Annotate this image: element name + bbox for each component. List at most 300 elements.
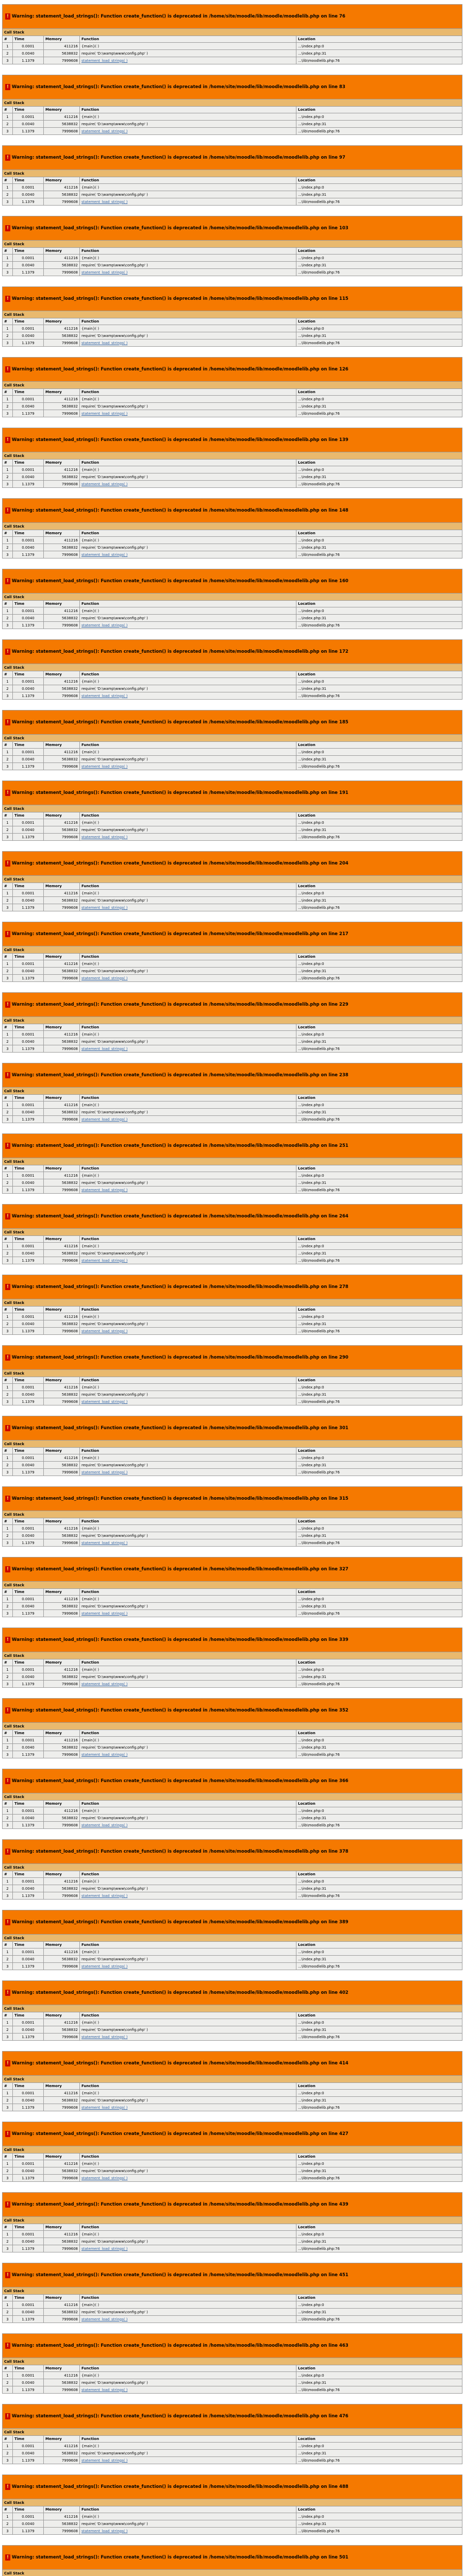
stack-function [80,622,296,629]
column-header: Function [80,177,296,184]
stack-num: 3 [3,551,13,558]
stack-location: ...\index.php:0 [296,2372,462,2379]
call-stack-label: Call Stack [3,170,462,177]
stack-time: 0.0001 [13,1666,44,1673]
stack-memory: 7999608 [44,198,80,206]
stack-memory: 411216 [44,1243,80,1250]
stack-time: 1.1379 [13,1822,44,1829]
stack-num: 1 [3,2443,13,2450]
stack-location: ...\index.php:0 [296,2443,462,2450]
stack-num: 2 [3,191,13,198]
function-doc-link[interactable]: statement_load_strings( ) [81,1188,128,1192]
error-header [3,2052,462,2076]
stack-num: 2 [3,403,13,410]
stack-memory: 5638832 [44,1179,80,1187]
stack-location: ...\index.php:31 [296,403,462,410]
column-header: Memory [44,1589,80,1596]
column-header: # [3,1236,13,1243]
error-message: Warning: statement_load_strings(): Function create_function() is deprecated in /home/site/moodle/lib/moodle/moodlelib.php on line 217 [11,931,349,937]
stack-location: ...\index.php:0 [296,1878,462,1885]
column-header: Location [296,1377,462,1384]
xdebug-error-table [2,569,462,629]
column-header: Function [80,389,296,396]
stack-function [80,1751,296,1758]
stack-num: 2 [3,968,13,975]
stack-memory: 5638832 [44,1532,80,1539]
function-doc-link[interactable]: statement_load_strings( ) [81,270,128,275]
stack-time: 0.0001 [13,1737,44,1744]
column-header: Location [296,812,462,819]
stack-row [3,1956,462,1963]
function-doc-link[interactable]: statement_load_strings( ) [81,1611,128,1616]
call-stack-label: Call Stack [3,1370,462,1377]
column-header: Memory [44,742,80,749]
stack-memory: 7999608 [44,834,80,841]
call-stack-label: Call Stack [3,1864,462,1871]
stack-location: ...\index.php:0 [296,1101,462,1109]
error-header [3,2193,462,2217]
stack-row [3,819,462,826]
stack-time: 0.0001 [13,184,44,191]
stack-function [80,269,296,276]
function-doc-link[interactable]: statement_load_strings( ) [81,2105,128,2110]
stack-location: ...\index.php:31 [296,1815,462,1822]
function-doc-link[interactable]: statement_load_strings( ) [81,552,128,557]
stack-time: 1.1379 [13,904,44,911]
stack-num: 2 [3,2167,13,2175]
stack-function: {main}( ) [80,1384,296,1391]
column-header: Location [296,1165,462,1172]
stack-num: 2 [3,2026,13,2033]
stack-time: 0.0040 [13,191,44,198]
stack-memory: 411216 [44,43,80,50]
xdebug-error-table [2,428,462,488]
stack-memory: 7999608 [44,551,80,558]
function-doc-link[interactable]: statement_load_strings( ) [81,1682,128,1686]
stack-location: ...\index.php:0 [296,184,462,191]
xdebug-error-table [2,357,462,417]
column-header: # [3,2506,13,2513]
stack-function [80,1610,296,1617]
function-doc-link[interactable]: statement_load_strings( ) [81,2035,128,2039]
function-doc-link[interactable]: statement_load_strings( ) [81,1117,128,1122]
stack-location: ...\index.php:31 [296,2238,462,2245]
stack-location: ...\index.php:0 [296,1172,462,1179]
stack-memory: 411216 [44,1878,80,1885]
column-header: Time [13,1024,44,1031]
stack-memory: 5638832 [44,191,80,198]
column-header: Function [80,36,296,43]
stack-row [3,2450,462,2457]
stack-num: 3 [3,1963,13,1970]
warning-icon: ! [5,507,10,514]
stack-num: 2 [3,121,13,128]
column-header: Memory [44,2436,80,2443]
stack-memory: 7999608 [44,269,80,276]
stack-location: ...\index.php:31 [296,1462,462,1469]
column-header: Location [296,318,462,325]
column-header: Time [13,671,44,678]
stack-memory: 5638832 [44,1109,80,1116]
function-doc-link[interactable]: statement_load_strings( ) [81,2176,128,2180]
stack-row [3,1963,462,1970]
stack-num: 3 [3,57,13,64]
error-header [3,358,462,382]
column-header: Location [296,389,462,396]
stack-function: require( 'D:\wamp\www\config.php' ) [80,50,296,57]
call-stack-label: Call Stack [3,876,462,883]
stack-location: ...\lib\moodlelib.php:76 [296,1822,462,1829]
stack-memory: 7999608 [44,1539,80,1547]
stack-row [3,685,462,692]
xdebug-error-table [2,1204,462,1264]
call-stack-label: Call Stack [3,29,462,36]
stack-location: ...\index.php:31 [296,826,462,834]
stack-num: 2 [3,615,13,622]
column-header: Memory [44,883,80,890]
stack-row [3,1116,462,1123]
stack-time: 0.0040 [13,897,44,904]
column-header: Function [80,1165,296,1172]
column-header: Time [13,1518,44,1525]
function-doc-link[interactable]: statement_load_strings( ) [81,1893,128,1898]
stack-row [3,2175,462,2182]
error-message: Warning: statement_load_strings(): Function create_function() is deprecated in /home/site/moodle/lib/moodle/moodlelib.php on line 115 [11,296,349,301]
stack-function [80,2245,296,2252]
function-doc-link[interactable]: statement_load_strings( ) [81,482,128,486]
xdebug-error-table [2,2192,462,2252]
stack-memory: 411216 [44,113,80,121]
stack-location: ...\index.php:0 [296,1313,462,1320]
stack-row [3,1815,462,1822]
xdebug-error-table [2,1275,462,1335]
call-stack-label: Call Stack [3,2217,462,2224]
stack-row [3,1045,462,1053]
function-doc-link[interactable]: statement_load_strings( ) [81,199,128,204]
stack-num: 2 [3,2450,13,2457]
stack-time: 1.1379 [13,1187,44,1194]
column-header: Memory [44,1871,80,1878]
stack-num: 2 [3,1885,13,1892]
stack-location: ...\lib\moodlelib.php:76 [296,2175,462,2182]
stack-memory: 411216 [44,396,80,403]
error-header [3,216,462,241]
stack-location: ...\index.php:0 [296,2301,462,2309]
stack-memory: 7999608 [44,692,80,700]
stack-memory: 7999608 [44,2386,80,2394]
stack-time: 1.1379 [13,1116,44,1123]
column-header: # [3,1095,13,1101]
stack-num: 1 [3,466,13,473]
warning-icon: ! [5,1637,10,1643]
function-doc-link[interactable]: statement_load_strings( ) [81,1399,128,1404]
stack-num: 2 [3,1744,13,1751]
column-header: Time [13,2506,44,2513]
function-doc-link[interactable]: statement_load_strings( ) [81,1258,128,1263]
stack-memory: 5638832 [44,685,80,692]
stack-time: 0.0040 [13,1885,44,1892]
stack-time: 0.0040 [13,1673,44,1681]
column-header: Location [296,2365,462,2372]
stack-row [3,975,462,982]
stack-function [80,1045,296,1053]
stack-function [80,1257,296,1264]
function-doc-link[interactable]: statement_load_strings( ) [81,411,128,416]
stack-row [3,960,462,968]
stack-num: 1 [3,184,13,191]
stack-time: 1.1379 [13,481,44,488]
stack-row [3,2097,462,2104]
stack-num: 1 [3,2372,13,2379]
function-doc-link[interactable]: statement_load_strings( ) [81,1470,128,1475]
stack-memory: 5638832 [44,1956,80,1963]
column-header: Function [80,2224,296,2231]
function-doc-link[interactable]: statement_load_strings( ) [81,905,128,910]
stack-row [3,2528,462,2535]
column-header: Time [13,1871,44,1878]
stack-row [3,1751,462,1758]
stack-time: 0.0001 [13,678,44,685]
stack-num: 2 [3,1179,13,1187]
stack-location: ...\lib\moodlelib.php:76 [296,834,462,841]
stack-memory: 5638832 [44,2379,80,2386]
stack-location: ...\lib\moodlelib.php:76 [296,692,462,700]
column-header: Time [13,1377,44,1384]
column-header: Time [13,36,44,43]
error-header [3,1840,462,1864]
stack-function: {main}( ) [80,2019,296,2026]
stack-time: 0.0040 [13,1250,44,1257]
column-header: Memory [44,1730,80,1737]
function-doc-link[interactable]: statement_load_strings( ) [81,1540,128,1545]
stack-memory: 7999608 [44,2104,80,2111]
stack-time: 0.0040 [13,1038,44,1045]
stack-row [3,2443,462,2450]
stack-num: 1 [3,2513,13,2520]
stack-row [3,2026,462,2033]
stack-time: 0.0040 [13,826,44,834]
stack-time: 0.0040 [13,332,44,340]
warning-icon: ! [5,225,10,231]
function-doc-link[interactable]: statement_load_strings( ) [81,835,128,839]
column-header: Function [80,671,296,678]
function-doc-link[interactable]: statement_load_strings( ) [81,2387,128,2392]
column-header: # [3,1871,13,1878]
function-doc-link[interactable]: statement_load_strings( ) [81,1046,128,1051]
stack-location: ...\index.php:31 [296,1956,462,1963]
stack-row [3,537,462,544]
stack-time: 0.0001 [13,890,44,897]
stack-memory: 5638832 [44,968,80,975]
stack-time: 1.1379 [13,410,44,417]
call-stack-label: Call Stack [3,805,462,812]
stack-time: 0.0040 [13,1462,44,1469]
function-doc-link[interactable]: statement_load_strings( ) [81,976,128,980]
stack-function [80,410,296,417]
warning-icon: ! [5,1496,10,1502]
function-doc-link[interactable]: statement_load_strings( ) [81,2317,128,2321]
stack-row [3,481,462,488]
error-header [3,2122,462,2146]
function-doc-link[interactable]: statement_load_strings( ) [81,129,128,133]
stack-num: 1 [3,537,13,544]
stack-location: ...\lib\moodlelib.php:76 [296,1963,462,1970]
xdebug-error-table [2,1769,462,1829]
stack-row [3,1681,462,1688]
stack-memory: 7999608 [44,1822,80,1829]
function-doc-link[interactable]: statement_load_strings( ) [81,1964,128,1969]
stack-location: ...\index.php:31 [296,1603,462,1610]
column-header: Time [13,2012,44,2019]
error-message: Warning: statement_load_strings(): Function create_function() is deprecated in /home/site/moodle/lib/moodle/moodlelib.php on line 238 [11,1073,349,1078]
stack-num: 1 [3,325,13,332]
stack-function: require( 'D:\wamp\www\config.php' ) [80,2026,296,2033]
function-doc-link[interactable]: statement_load_strings( ) [81,1329,128,1333]
call-stack-label: Call Stack [3,311,462,318]
stack-num: 1 [3,1384,13,1391]
warning-icon: ! [5,1778,10,1784]
function-doc-link[interactable]: statement_load_strings( ) [81,2246,128,2251]
function-doc-link[interactable]: statement_load_strings( ) [81,693,128,698]
function-doc-link[interactable]: statement_load_strings( ) [81,341,128,345]
stack-time: 1.1379 [13,2245,44,2252]
stack-row [3,2309,462,2316]
stack-memory: 7999608 [44,481,80,488]
column-header: Function [80,1730,296,1737]
column-header: Memory [44,2083,80,2090]
stack-function: {main}( ) [80,2513,296,2520]
stack-time: 0.0040 [13,473,44,481]
stack-memory: 7999608 [44,2175,80,2182]
column-header: Time [13,2365,44,2372]
call-stack-label: Call Stack [3,1723,462,1730]
stack-time: 0.0040 [13,2520,44,2528]
stack-function: require( 'D:\wamp\www\config.php' ) [80,1391,296,1398]
stack-function: require( 'D:\wamp\www\config.php' ) [80,1744,296,1751]
stack-function: {main}( ) [80,1172,296,1179]
stack-time: 1.1379 [13,2104,44,2111]
stack-function: {main}( ) [80,2160,296,2167]
column-header: Time [13,530,44,537]
stack-row [3,403,462,410]
error-message: Warning: statement_load_strings(): Function create_function() is deprecated in /home/site/moodle/lib/moodle/moodlelib.php on line 83 [11,84,345,90]
xdebug-error-table [2,2051,462,2111]
column-header: # [3,1589,13,1596]
column-header: Function [80,2083,296,2090]
stack-function: require( 'D:\wamp\www\config.php' ) [80,1603,296,1610]
stack-function: {main}( ) [80,113,296,121]
stack-memory: 411216 [44,890,80,897]
stack-num: 1 [3,113,13,121]
stack-location: ...\lib\moodlelib.php:76 [296,763,462,770]
stack-num: 1 [3,1313,13,1320]
column-header: Memory [44,460,80,466]
stack-num: 3 [3,2104,13,2111]
column-header: Memory [44,2012,80,2019]
stack-memory: 7999608 [44,1398,80,1405]
stack-row [3,1172,462,1179]
stack-num: 3 [3,2457,13,2464]
stack-num: 3 [3,1328,13,1335]
stack-row [3,890,462,897]
function-doc-link[interactable]: statement_load_strings( ) [81,623,128,628]
stack-memory: 5638832 [44,1250,80,1257]
stack-function: require( 'D:\wamp\www\config.php' ) [80,262,296,269]
call-stack-label: Call Stack [3,946,462,954]
function-doc-link[interactable]: statement_load_strings( ) [81,1823,128,1827]
function-doc-link[interactable]: statement_load_strings( ) [81,764,128,769]
function-doc-link[interactable]: statement_load_strings( ) [81,2529,128,2533]
stack-memory: 5638832 [44,262,80,269]
stack-function: require( 'D:\wamp\www\config.php' ) [80,1885,296,1892]
stack-time: 0.0001 [13,749,44,756]
stack-row [3,1398,462,1405]
warning-icon: ! [5,860,10,867]
xdebug-error-table [2,2122,462,2182]
stack-memory: 5638832 [44,473,80,481]
stack-num: 3 [3,834,13,841]
stack-function: require( 'D:\wamp\www\config.php' ) [80,544,296,551]
column-header: Time [13,248,44,255]
column-header: # [3,1024,13,1031]
column-header: Time [13,318,44,325]
stack-function [80,1398,296,1405]
function-doc-link[interactable]: statement_load_strings( ) [81,58,128,63]
column-header: # [3,1165,13,1172]
column-header: Location [296,2506,462,2513]
column-header: Location [296,1871,462,1878]
stack-memory: 411216 [44,325,80,332]
stack-memory: 5638832 [44,1320,80,1328]
stack-function: {main}( ) [80,1596,296,1603]
error-header [3,1487,462,1511]
column-header: Time [13,2154,44,2160]
stack-row [3,1391,462,1398]
stack-function: require( 'D:\wamp\www\config.php' ) [80,1179,296,1187]
stack-row [3,2316,462,2323]
stack-row [3,1101,462,1109]
error-header [3,1699,462,1723]
function-doc-link[interactable]: statement_load_strings( ) [81,1752,128,1757]
stack-function: require( 'D:\wamp\www\config.php' ) [80,1109,296,1116]
stack-num: 2 [3,2238,13,2245]
xdebug-error-table [2,1910,462,1970]
stack-function: require( 'D:\wamp\www\config.php' ) [80,473,296,481]
stack-location: ...\lib\moodlelib.php:76 [296,1257,462,1264]
xdebug-error-table [2,498,462,558]
stack-function [80,904,296,911]
stack-memory: 5638832 [44,1462,80,1469]
column-header: Memory [44,1307,80,1313]
stack-time: 0.0001 [13,325,44,332]
stack-function [80,1469,296,1476]
column-header: # [3,812,13,819]
stack-num: 3 [3,1751,13,1758]
stack-num: 3 [3,763,13,770]
column-header: Location [296,883,462,890]
stack-row [3,544,462,551]
stack-memory: 5638832 [44,897,80,904]
function-doc-link[interactable]: statement_load_strings( ) [81,2458,128,2463]
stack-row [3,622,462,629]
column-header: Function [80,2012,296,2019]
stack-function [80,763,296,770]
stack-function: {main}( ) [80,819,296,826]
column-header: Memory [44,1659,80,1666]
stack-function: {main}( ) [80,890,296,897]
stack-row [3,325,462,332]
column-header: Location [296,1236,462,1243]
